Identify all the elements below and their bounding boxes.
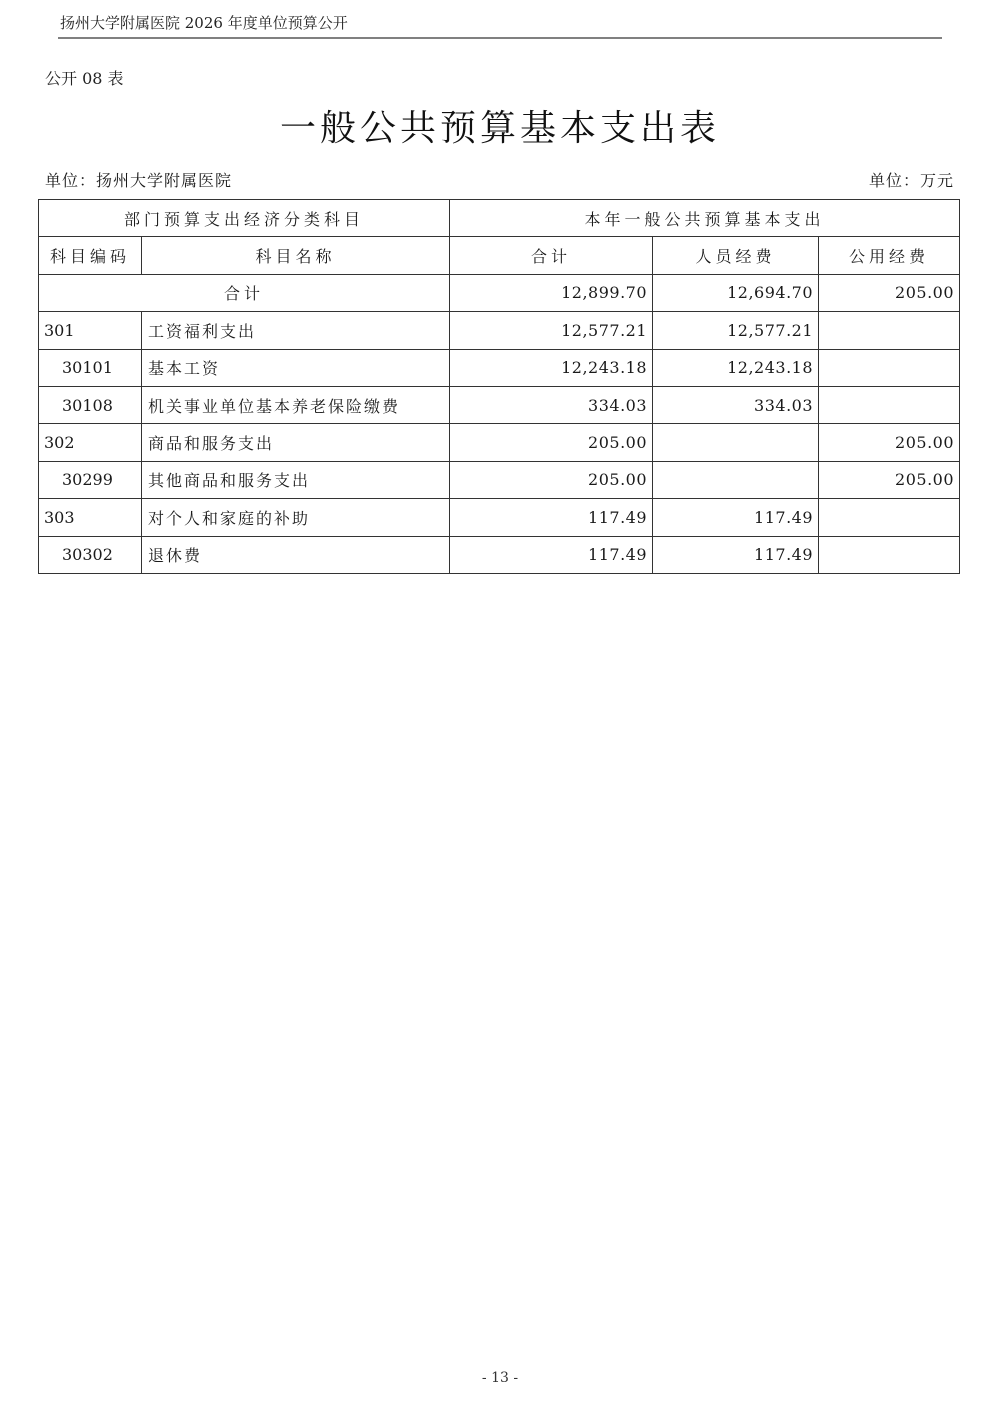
row-personnel: 117.49 [653, 499, 819, 536]
table-row [39, 424, 960, 461]
running-header: 扬州大学附属医院 2026 年度单位预算公开 [60, 14, 348, 32]
row-public: 205.00 [819, 424, 960, 461]
group-header-row [39, 200, 960, 237]
row-total: 12,243.18 [450, 349, 653, 386]
row-personnel [653, 461, 819, 498]
row-personnel: 12,243.18 [653, 349, 819, 386]
column-header-row [39, 237, 960, 274]
row-name: 工资福利支出 [142, 312, 450, 349]
row-total: 205.00 [450, 424, 653, 461]
column-header-personnel: 人员经费 [653, 237, 819, 274]
row-personnel: 12,577.21 [653, 312, 819, 349]
row-personnel: 334.03 [653, 386, 819, 423]
table-row [39, 386, 960, 423]
page-number: - 13 - [481, 1370, 519, 1386]
unit-organization: 单位：扬州大学附属医院 [45, 171, 233, 190]
row-public: 205.00 [819, 461, 960, 498]
table-row [39, 461, 960, 498]
row-name: 退休费 [142, 536, 450, 573]
unit-currency: 单位：万元 [868, 171, 954, 190]
total-public: 205.00 [819, 274, 960, 311]
column-header-public: 公用经费 [819, 237, 960, 274]
row-code: 30101 [39, 349, 142, 386]
group-header-economic-category: 部门预算支出经济分类科目 [39, 200, 450, 237]
row-name: 基本工资 [142, 349, 450, 386]
row-name: 其他商品和服务支出 [142, 461, 450, 498]
row-public [819, 349, 960, 386]
total-personnel: 12,694.70 [653, 274, 819, 311]
column-header-total: 合计 [450, 237, 653, 274]
table-row [39, 349, 960, 386]
header-divider [58, 37, 942, 39]
total-row [39, 274, 960, 311]
row-name: 商品和服务支出 [142, 424, 450, 461]
row-code: 30299 [39, 461, 142, 498]
row-public [819, 386, 960, 423]
budget-table [38, 199, 960, 574]
row-code: 302 [39, 424, 142, 461]
total-label: 合计 [39, 274, 450, 311]
group-header-basic-expenditure: 本年一般公共预算基本支出 [450, 200, 960, 237]
row-total: 117.49 [450, 499, 653, 536]
row-code: 303 [39, 499, 142, 536]
row-total: 334.03 [450, 386, 653, 423]
row-code: 301 [39, 312, 142, 349]
column-header-name: 科目名称 [142, 237, 450, 274]
table-row [39, 499, 960, 536]
table-row [39, 312, 960, 349]
row-public [819, 312, 960, 349]
row-personnel [653, 424, 819, 461]
row-total: 205.00 [450, 461, 653, 498]
page-title: 一般公共预算基本支出表 [279, 108, 720, 149]
row-name: 对个人和家庭的补助 [142, 499, 450, 536]
row-code: 30108 [39, 386, 142, 423]
table-row [39, 536, 960, 573]
row-public [819, 536, 960, 573]
total-amount: 12,899.70 [450, 274, 653, 311]
row-name: 机关事业单位基本养老保险缴费 [142, 386, 450, 423]
row-code: 30302 [39, 536, 142, 573]
row-personnel: 117.49 [653, 536, 819, 573]
table-number: 公开 08 表 [45, 69, 124, 88]
row-total: 12,577.21 [450, 312, 653, 349]
row-public [819, 499, 960, 536]
row-total: 117.49 [450, 536, 653, 573]
column-header-code: 科目编码 [39, 237, 142, 274]
